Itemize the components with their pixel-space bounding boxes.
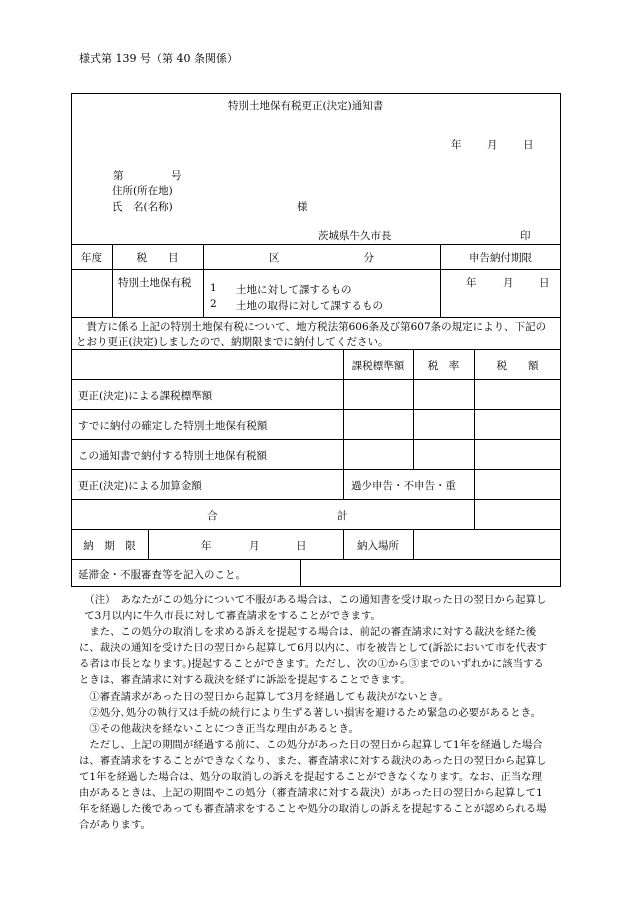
row-label-base: 更正(決定)による課税標準額	[78, 390, 213, 402]
divider	[71, 379, 561, 380]
row-label-due: この通知書で納付する特別土地保有税額	[78, 450, 267, 462]
category-text-2: 土地の取得に対して課するもの	[236, 300, 383, 312]
deadline-month: 月	[503, 277, 514, 289]
divider	[71, 529, 561, 530]
divider	[71, 469, 561, 470]
deadline-day: 日	[539, 277, 550, 289]
divider	[300, 559, 301, 587]
notice-text: 貴方に係る上記の特別土地保有税について、地方税法第606条及び第607条の規定により、下記のとおり更正(決定)しましたので、納期限までに納付してください。	[76, 321, 547, 348]
penalty-label: 過少申告・不申告・重	[351, 480, 456, 492]
divider	[71, 439, 561, 440]
col-header-base: 課税標準額	[351, 360, 405, 372]
divider	[71, 349, 561, 350]
col-header-rate: 税 率	[427, 360, 460, 372]
divider	[71, 559, 561, 560]
issuer-name: 茨城県牛久市長	[318, 230, 392, 242]
divider	[474, 349, 475, 529]
note-paragraph: また、この処分の取消しを求める訴えを提起する場合は、前記の審査請求に対する裁決を経た後に、裁決の通知を受けた日の翌日から起算して6月以内に、市を被告として(訴訟において市を代表する者は市長となります。)提起することができます。ただし、次の①から③までのいずれかに該当するときは、審査請求に対する裁決を経ずに訴訟を提起することできます。	[79, 626, 547, 687]
notice-title: 特別土地保有税更正(決定)通知書	[228, 100, 384, 112]
divider	[71, 317, 561, 318]
tax-item-value: 特別土地保有税	[118, 277, 192, 289]
divider	[413, 529, 414, 559]
number-suffix: 号	[171, 170, 182, 182]
name-label: 氏 名(名称)	[112, 201, 173, 213]
divider	[71, 244, 561, 245]
note-paragraph: ただし、上記の期間が経過する前に、この処分があった日の翌日から起算して1年を経過した場合は、審査請求をすることができなくなり、また、審査請求に対する裁決のあった日の翌日から起算して1年を経過した場合は、処分の取消しの訴えを提起することができなくなります。なお、正当な理由があるときは、上記の期間やこの処分（審査請求に対する裁決）があった日の翌日から起算して1年を経過した後であっても審査請求をすることや処分の取消しの訴えを提起することが認められる場合があります。	[79, 738, 547, 832]
note-item: ②処分､処分の執行又は手続の続行により生ずる著しい損害を避けるため緊急の必要があるとき。	[89, 706, 541, 719]
col-header-amount: 税 額	[496, 360, 539, 372]
number-label: 第	[113, 170, 124, 182]
category-num-1: 1	[210, 282, 217, 294]
divider	[71, 499, 561, 500]
col-header-year: 年度	[81, 252, 102, 264]
row-label-paid: すでに納付の確定した特別土地保有税額	[78, 420, 268, 432]
form-code: 様式第 139 号（第 40 条関係）	[79, 52, 238, 65]
note-item: ③その他裁決を経ないことにつき正当な理由があるとき。	[89, 722, 359, 735]
total-label-left: 合	[207, 510, 218, 522]
divider	[148, 529, 149, 559]
due-day: 日	[296, 540, 307, 552]
seal-mark: 印	[520, 230, 531, 242]
notes	[79, 592, 551, 833]
row-label-additional: 更正(決定)による加算金額	[78, 480, 202, 492]
col-header-category: 区 分	[269, 252, 374, 264]
category-num-2: 2	[210, 298, 217, 310]
category-text-1: 土地に対して課するもの	[236, 284, 352, 296]
col-header-tax-item: 税 目	[136, 252, 179, 264]
honorific: 様	[297, 201, 308, 213]
deadline-year: 年	[466, 277, 477, 289]
due-year: 年	[201, 540, 212, 552]
memo-label: 延滞金・不服審査等を記入のこと。	[78, 569, 246, 581]
note-item: ①審査請求があった日の翌日から起算して3月を経過しても裁決がないとき。	[89, 690, 449, 703]
payment-place-label: 納入場所	[357, 540, 399, 552]
note-paragraph: （注） あなたがこの処分について不服がある場合は、この通知書を受け取った日の翌日から起算して3月以内に牛久市長に対して審査請求をすることができます。	[84, 594, 547, 623]
col-header-deadline: 申告納付期限	[469, 252, 532, 264]
divider	[71, 269, 561, 270]
due-month: 月	[249, 540, 260, 552]
total-label-right: 計	[337, 510, 348, 522]
due-label: 納 期 限	[83, 540, 136, 552]
address-label: 住所(所在地)	[112, 185, 173, 197]
issue-date-year: 年	[451, 139, 462, 151]
issue-date-day: 日	[523, 139, 534, 151]
issue-date-month: 月	[487, 139, 498, 151]
divider	[71, 409, 561, 410]
